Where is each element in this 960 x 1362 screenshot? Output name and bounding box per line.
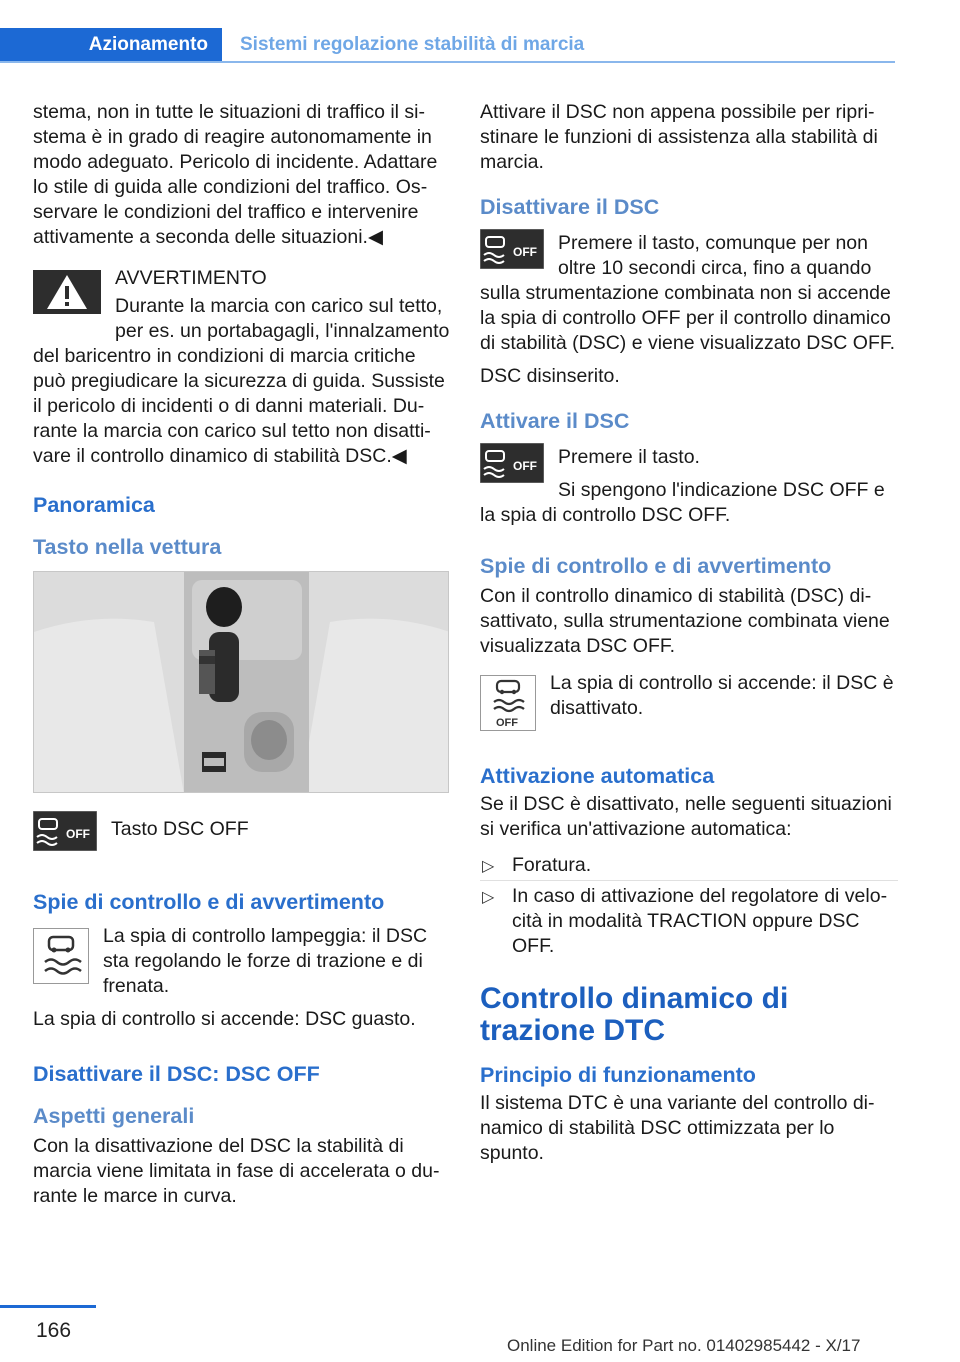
attivare-text-off: Si spengono l'indicazione DSC OFF e la spia di controllo DSC OFF.	[480, 479, 885, 526]
disattivare-block	[480, 231, 898, 389]
off-label: OFF	[513, 245, 537, 259]
list-item: ▷ In caso di attivazione del regolatore di velocità in modalità TRACTION oppure DSC OFF.	[480, 880, 898, 959]
section-tab[interactable]: Azionamento	[0, 28, 222, 62]
disattivare-text: Premere il tasto, comunque per non oltre 10 secondi circa, fino a quando sulla strumentazione combinata non si accende la spia di controllo OFF per il controllo dinamico di stabilità (DSC) e viene visualizzato DSC OFF.	[480, 232, 896, 354]
spie-text-blink: La spia di controllo lampeggia: il DSC sta regolando le forze di trazione e di frenata.	[103, 925, 428, 997]
warning-text: Durante la marcia con carico sul tetto, per es. un portabagagli, l'innalzamento del baricentro in condizioni di marcia critiche può pregiudicare la sicurezza di guida. Sussiste il pericolo di incidenti o di danni materiali. Durante la marcia con carico sul tetto non disattivare il controllo dinamico di stabilità DSC.◀	[33, 295, 450, 467]
heading-attivare: Attivare il DSC	[480, 409, 630, 433]
dsc-disinserito: DSC disinserito.	[480, 365, 620, 387]
aspetti-text: Con la disattivazione del DSC la stabilità di marcia viene limitata in fase di accelerata o durante le marce in curva.	[33, 1135, 440, 1207]
warning-triangle-icon	[33, 270, 101, 321]
dsc-off-button-icon	[480, 229, 544, 276]
page-number: 166	[36, 1319, 72, 1342]
dsc-off-lamp-icon	[480, 675, 536, 738]
heading-disattivare-dsc-off: Disattivare il DSC: DSC OFF	[33, 1062, 320, 1086]
lamp-text: La spia di controllo si accende: il DSC è disattivato.	[550, 672, 894, 719]
heading-aspetti: Aspetti generali	[33, 1104, 195, 1128]
intro-paragraph: stema, non in tutte le situazioni di traffico il sistema è in grado di reagire autonomamente in modo adeguato. Pericolo di incidente. Adattare lo stile di guida alle condizioni del traffico. Osservare le condizioni del traffico e intervenire attivamente a seconda delle situazioni.◀	[33, 101, 438, 248]
principio-text: Il sistema DTC è una variante del controllo dinamico di stabilità DSC ottimizzata per lo spunto.	[480, 1092, 875, 1164]
lamp-block	[480, 671, 898, 742]
header-rule	[0, 61, 895, 63]
spie-block	[33, 924, 451, 1032]
right-column	[480, 100, 898, 1174]
heading-panoramica: Panoramica	[33, 493, 155, 517]
dsc-lamp-icon	[33, 928, 89, 991]
heading-attivazione: Attivazione automatica	[480, 764, 715, 788]
spie-right-text: Con il controllo dinamico di stabilità (DSC) disattivato, sulla strumentazione combinata viene visualizzata DSC OFF.	[480, 585, 890, 657]
page-header	[0, 0, 960, 64]
off-label: OFF	[513, 459, 537, 473]
heading-tasto: Tasto nella vettura	[33, 535, 222, 559]
tasto-caption: Tasto DSC OFF	[111, 818, 249, 840]
bullet-triangle-icon: ▷	[482, 858, 495, 875]
right-intro: Attivare il DSC non appena possibile per ripristinare le funzioni di assistenza alla stabilità di marcia.	[480, 101, 878, 173]
heading-spie-right: Spie di controllo e di avvertimento	[480, 554, 832, 578]
heading-controllo-dtc: Controllo dinamico di trazione DTC	[480, 982, 789, 1047]
spie-text-on: La spia di controllo si accende: DSC guasto.	[33, 1008, 416, 1030]
attivare-block	[480, 445, 898, 528]
heading-principio: Principio di funzionamento	[480, 1063, 756, 1087]
list-item: ▷ Foratura.	[480, 850, 898, 878]
heading-spie-left: Spie di controllo e di avvertimento	[33, 890, 385, 914]
bullet-triangle-icon: ▷	[482, 889, 495, 906]
center-console-photo	[33, 571, 449, 793]
edition-text: Online Edition for Part no. 01402985442 - X/17	[507, 1336, 861, 1355]
footer-rule	[0, 1305, 96, 1308]
left-column	[33, 100, 451, 1217]
dsc-off-button-icon	[33, 811, 97, 858]
warning-block	[33, 266, 451, 469]
heading-disattivare: Disattivare il DSC	[480, 195, 660, 219]
tasto-caption-block	[33, 811, 451, 862]
warning-title: AVVERTIMENTO	[115, 267, 267, 289]
chapter-title[interactable]: Sistemi regolazione stabilità di marcia	[240, 34, 585, 55]
attivare-text-press: Premere il tasto.	[558, 446, 700, 468]
attivazione-list	[480, 850, 898, 959]
attivazione-text: Se il DSC è disattivato, nelle seguenti situazioni si verifica un'attivazione automatica:	[480, 793, 892, 840]
off-label: OFF	[496, 717, 518, 729]
dsc-off-button-icon	[480, 443, 544, 490]
off-label: OFF	[66, 827, 90, 841]
